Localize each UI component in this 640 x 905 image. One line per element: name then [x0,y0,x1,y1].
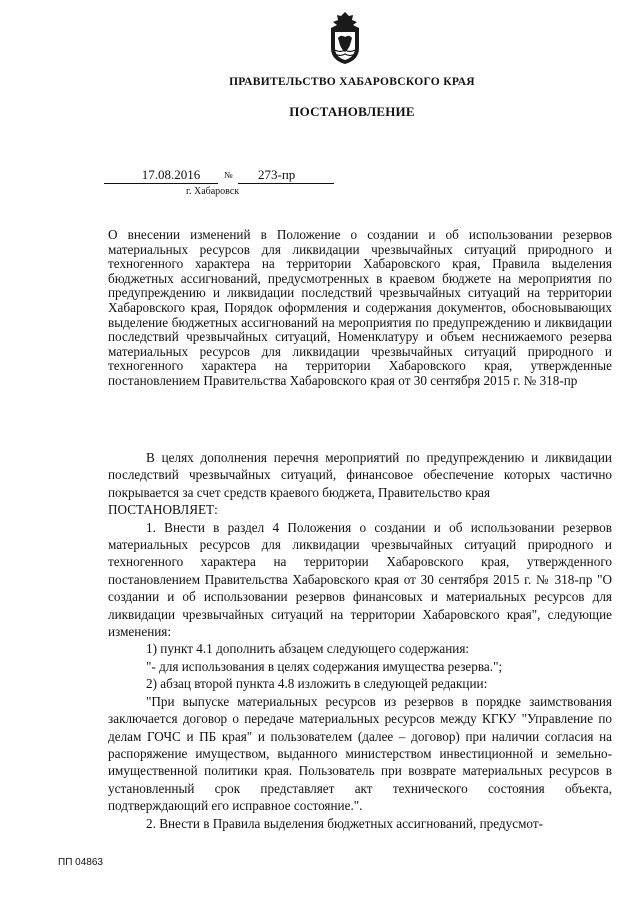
document-type: ПОСТАНОВЛЕНИЕ [289,104,415,119]
document-number: 273-пр [238,167,334,184]
document-date: 17.08.2016 [104,167,218,184]
clause-1-2-paragraph: 2) абзац второй пункта 4.8 изложить в следующей редакции: [146,676,488,692]
document-code: ПП 04863 [58,857,103,868]
clause-1-1-paragraph: 1) пункт 4.1 дополнить абзацем следующего содержания: [146,641,470,657]
clause-1-1-text-paragraph: "- для использования в целях содержания имущества резерва."; [146,658,503,674]
government-name: ПРАВИТЕЛЬСТВО ХАБАРОВСКОГО КРАЯ [229,76,475,88]
document-city: г. Хабаровск [186,186,240,197]
number-sign: № [224,170,233,180]
resolves-heading: ПОСТАНОВЛЯЕТ: [108,502,218,518]
clause-2-paragraph: 2. Внести в Правила выделения бюджетных ассигнований, предусмот- [146,815,543,831]
clause-1-2-text-paragraph: "При выпуске материальных ресурсов из резервов в порядке заимствования заключается договор о передаче материальных ресурсов между КГКУ "Управление по делам ГОЧС и ПБ края" и пользователем (далее – договор) при наличии согласия на распоряжение имуществом, выданного министерством инвестиционной и земельно-имущественной политики края. Пользователь при возврате материальных ресурсов в установленный срок представляет акт технического состояния объекта, подтверждающий его исправное состояние.". [108,693,612,814]
document-body [108,449,612,832]
document-subject: О внесении изменений в Положение о создании и об использовании резервов материальных ресурсов для ликвидации чрезвычайных ситуаций природного и техногенного характера на территории Хабаровского края, Правила выделения бюджетных ассигнований, предусмотренных в краевом бюджете на мероприятия по предупреждению и ликвидации последствий чрезвычайных ситуаций на территории Хабаровского края, Порядок оформления и содержания документов, обосновывающих выделение бюджетных ассигнований на мероприятия по предупреждению и ликвидации последствий чрезвычайных ситуаций, Номенклатуру и объем неснижаемого резерва материальных ресурсов для ликвидации чрезвычайных ситуаций природного и техногенного характера на территории Хабаровского края, утвержденные постановлением Правительства Хабаровского края от 30 сентября 2015 г. № 318-пр [108,227,612,388]
khabarovsk-coat-of-arms-icon [323,10,367,66]
preamble-paragraph: В целях дополнения перечня мероприятий по предупреждению и ликвидации последствий чрезвычайных ситуаций, финансовое обеспечение которых частично покрывается за счет средств краевого бюджета, Правительство края [108,450,612,500]
clause-1-paragraph: 1. Внести в раздел 4 Положения о создании и об использовании резервов материальных ресурсов для ликвидации чрезвычайных ситуаций природного и техногенного характера на территории Хабаровского края, утвержденного постановлением Правительства Хабаровского края от 30 сентября 2015 г. № 318-пр "О создании и об использовании резервов финансовых и материальных ресурсов для ликвидации чрезвычайных ситуаций на территории Хабаровского края", следующие изменения: [108,519,612,640]
